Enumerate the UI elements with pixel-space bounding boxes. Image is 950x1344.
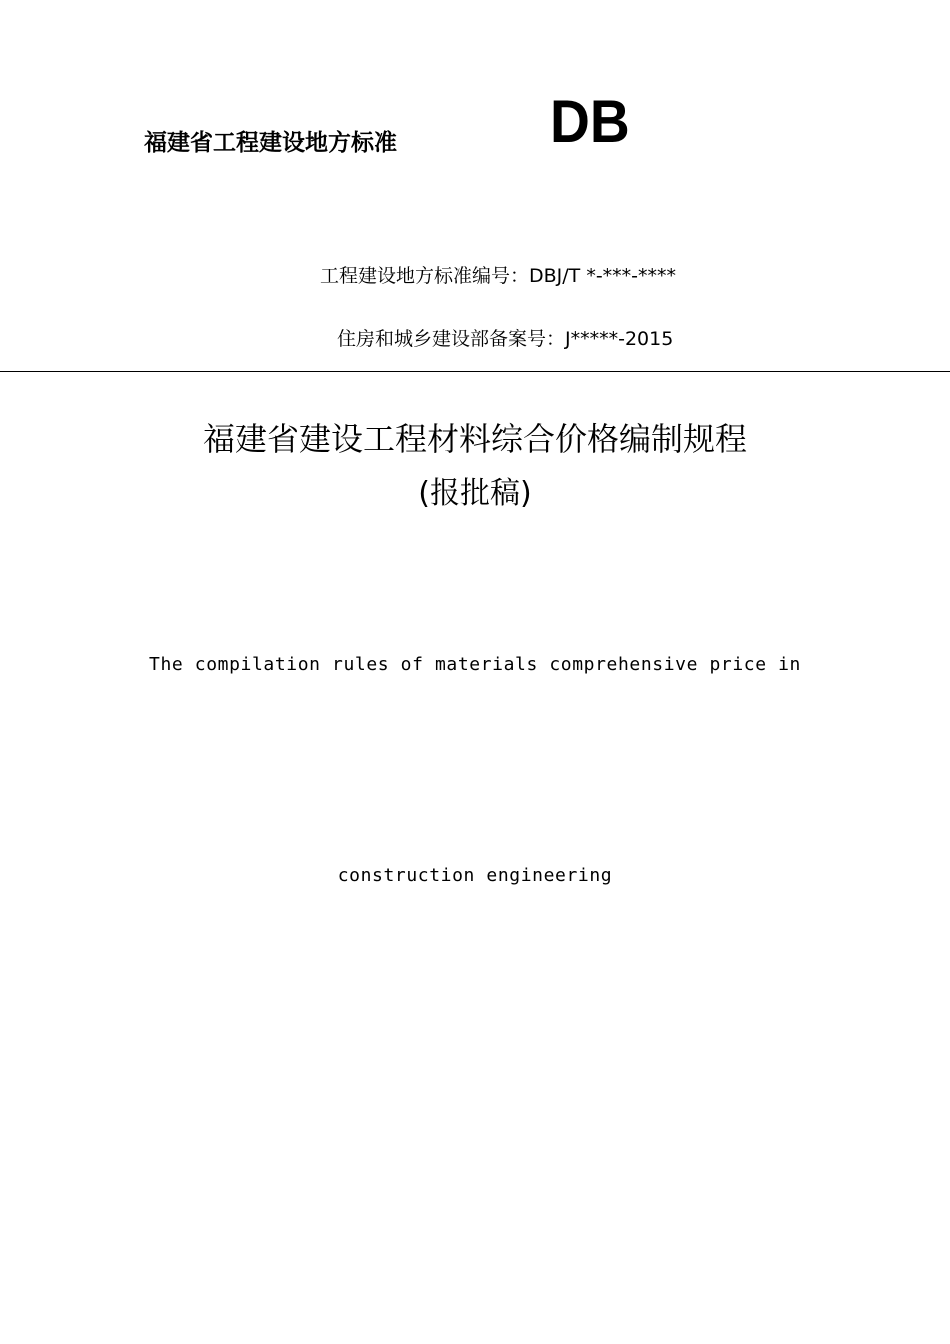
english-title-line-2: construction engineering bbox=[337, 865, 613, 886]
filing-number: 住房和城乡建设部备案号：J*****-2015 bbox=[337, 328, 674, 350]
document-title: 福建省建设工程材料综合价格编制规程 bbox=[202, 420, 747, 458]
standard-number: 工程建设地方标准编号：DBJ/T *-***-**** bbox=[320, 265, 677, 287]
document-subtitle: (报批稿) bbox=[418, 476, 532, 511]
header-divider bbox=[0, 371, 950, 372]
standard-category-title: 福建省工程建设地方标准 bbox=[144, 130, 397, 156]
db-mark: DB bbox=[550, 88, 630, 155]
english-title-line-1: The compilation rules of materials comprehensive price in bbox=[149, 654, 801, 675]
